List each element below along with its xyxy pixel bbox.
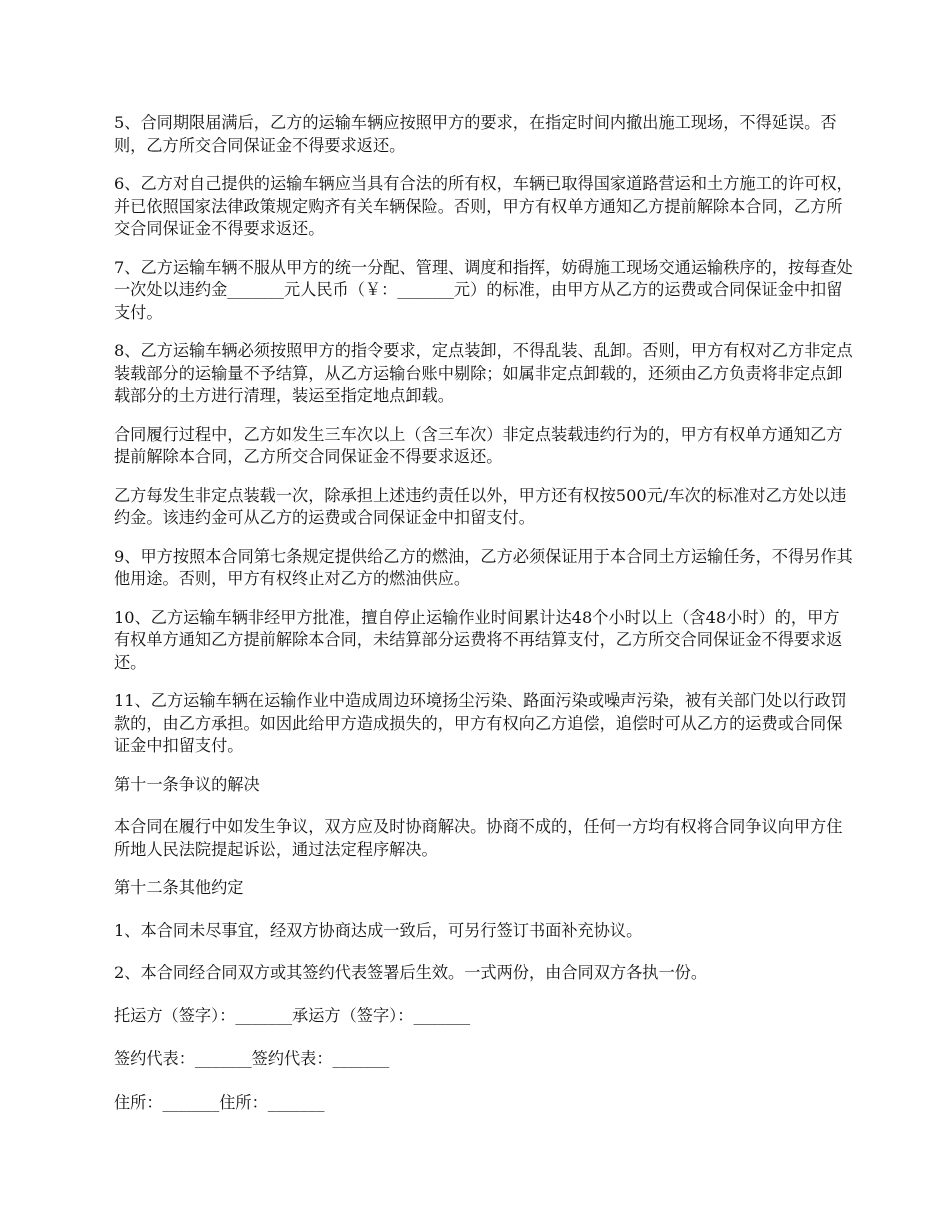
clause-8: 8、乙方运输车辆必须按照甲方的指令要求，定点装卸，不得乱装、乱卸。否则，甲方有权对乙方非定点装载部分的运输量不予结算，从乙方运输台账中剔除；如属非定点卸载的，还须由乙方负责将非定点卸载部分的土方进行清理，装运至指定地点卸载。 xyxy=(114,341,853,405)
signature-representatives: 签约代表：_______签约代表：_______ xyxy=(114,1049,390,1068)
article-12-heading: 第十二条其他约定 xyxy=(114,878,244,897)
clause-7: 7、乙方运输车辆不服从甲方的统一分配、管理、调度和指挥，妨碍施工现场交通运输秩序的，按每查处一次处以违约金_______元人民币（￥：_______元）的标准，由甲方从乙方的运费或合同保证金中扣留支付。 xyxy=(114,257,853,322)
dispute-resolution: 本合同在履行中如发生争议，双方应及时协商解决。协商不成的，任何一方均有权将合同争议向甲方住所地人民法院提起诉讼，通过法定程序解决。 xyxy=(114,817,843,859)
clause-9: 9、甲方按照本合同第七条规定提供给乙方的燃油，乙方必须保证用于本合同土方运输任务，不得另作其他用途。否则，甲方有权终止对乙方的燃油供应。 xyxy=(114,546,853,588)
article-11-heading: 第十一条争议的解决 xyxy=(114,774,260,794)
clause-11: 11、乙方运输车辆在运输作业中造成周边环境扬尘污染、路面污染或噪声污染，被有关部门处以行政罚款的，由乙方承担。如因此给甲方造成损失的，甲方有权向乙方追偿，追偿时可从乙方的运费或合同保证金中扣留支付。 xyxy=(114,691,847,755)
other-agreement-1: 1、本合同未尽事宜，经双方协商达成一致后，可另行签订书面补充协议。 xyxy=(114,920,643,940)
signature-addresses: 住所：_______住所：_______ xyxy=(114,1092,325,1112)
clause-8-penalty: 乙方每发生非定点装载一次，除承担上述违约责任以外，甲方还有权按500元/车次的标准对乙方处以违约金。该违约金可从乙方的运费或合同保证金中扣留支付。 xyxy=(114,485,847,527)
other-agreement-2: 2、本合同经合同双方或其签约代表签署后生效。一式两份，由合同双方各执一份。 xyxy=(114,963,708,982)
clause-10: 10、乙方运输车辆非经甲方批准，擅自停止运输作业时间累计达48个小时以上（含48小时）的，甲方有权单方通知乙方提前解除本合同，未结算部分运费将不再结算支付，乙方所交合同保证金不得要求返还。 xyxy=(114,607,843,672)
signature-parties: 托运方（签字）：_______承运方（签字）：_______ xyxy=(114,1005,471,1025)
clause-5: 5、合同期限届满后，乙方的运输车辆应按照甲方的要求，在指定时间内撤出施工现场，不得延误。否则，乙方所交合同保证金不得要求返还。 xyxy=(114,113,837,155)
clause-6: 6、乙方对自己提供的运输车辆应当具有合法的所有权，车辆已取得国家道路营运和土方施工的许可权，并已依照国家法律政策规定购齐有关车辆保险。否则，甲方有权单方通知乙方提前解除本合同，乙方所交合同保证金不得要求返还。 xyxy=(114,174,853,238)
contract-page xyxy=(114,112,854,1135)
clause-8-breach-termination: 合同履行过程中，乙方如发生三车次以上（含三车次）非定点装载违约行为的，甲方有权单方通知乙方提前解除本合同，乙方所交合同保证金不得要求返还。 xyxy=(114,424,843,466)
